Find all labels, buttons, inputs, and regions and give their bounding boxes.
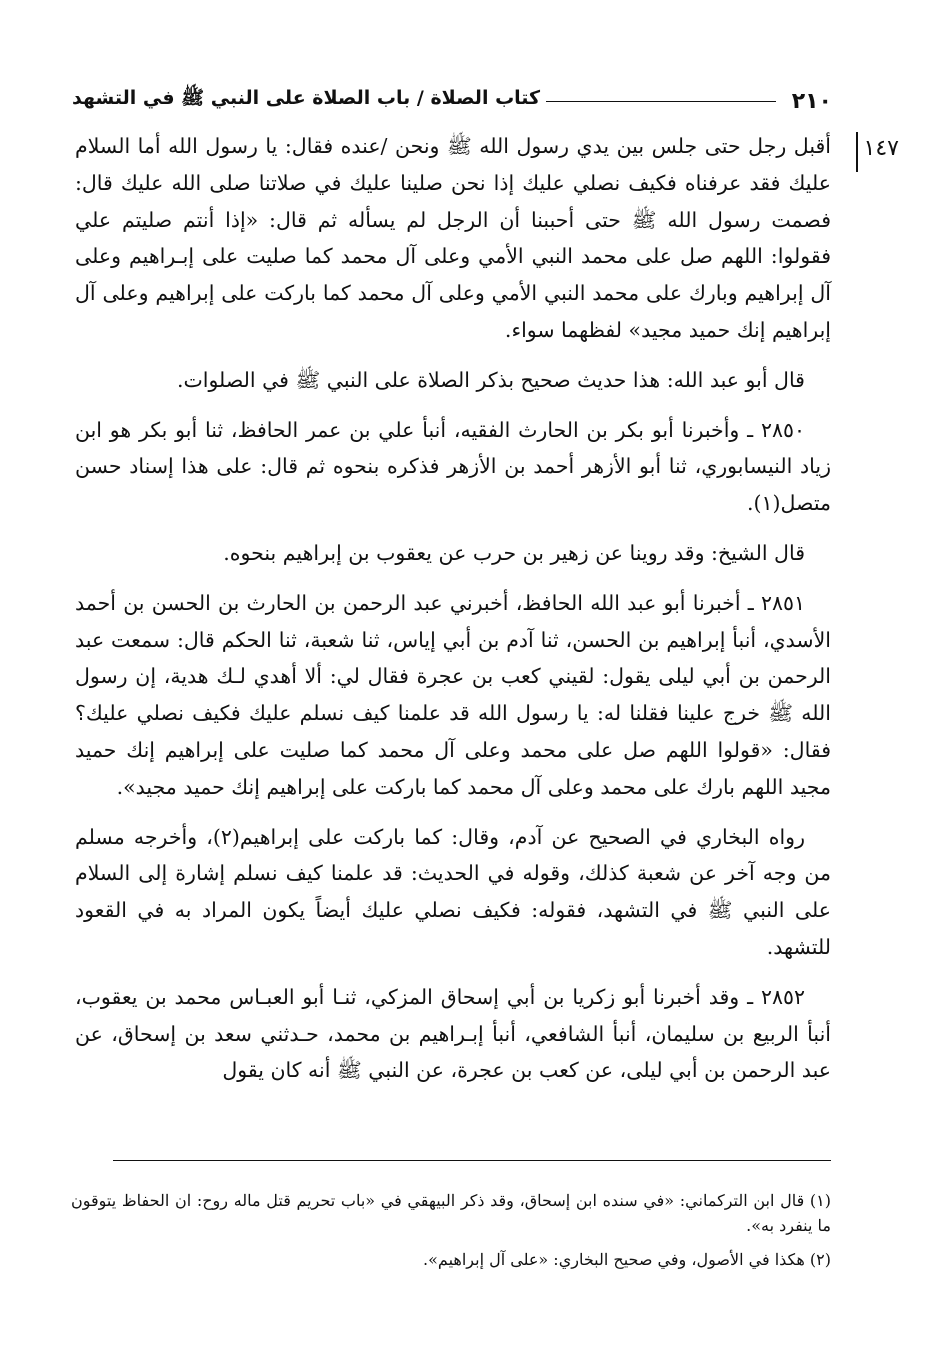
footnote-2: (٢) هكذا في الأصول، وفي صحيح البخاري: «على آل إبراهيم». [423, 1250, 831, 1269]
header-rule [546, 101, 776, 102]
footnotes [71, 1188, 831, 1281]
footnote-1: (١) قال ابن التركماني: «في سنده ابن إسحاق، وقد ذكر البيهقي في «باب تحريم قتل ماله روح: ان الحفاظ يتوقون ما ينفرد به». [71, 1191, 832, 1235]
page-header [72, 74, 832, 114]
paragraph-hadith-2851: ٢٨٥١ ـ أخبرنا أبو عبد الله الحافظ، أخبرني عبد الرحمن بن الحارث بن الحسن بن أحمد الأسدي، أنبأ إبراهيم بن الحسن، ثنا آدم بن أبي إياس، ثنا شعبة، ثنا الحكم قال: سمعت عبد الرحمن بن أبي ليلى يقول: لقيني كعب بن عجرة فقال لي: ألا أهدي لـك هدية، إن رسول الله ﷺ خرج علينا فقلنا له: يا رسول الله قد علمنا كيف نسلم عليك فكيف نصلي عليك؟ فقال: «قولوا اللهم صل على محمد وعلى آل محمد كما صليت على إبراهيم إنك حميد مجيد اللهم بارك على محمد وعلى آل محمد كما باركت على إبراهيم إنك حميد مجيد». [75, 590, 831, 799]
paragraph-sheikh-remark: قال الشيخ: وقد روينا عن زهير بن حرب عن يعقوب بن إبراهيم بنحوه. [223, 540, 805, 565]
paragraph-hadith-2852: ٢٨٥٢ ـ وقد أخبرنا أبو زكريا بن أبي إسحاق المزكي، ثنـا أبو العبـاس محمد بن يعقوب، أنبأ الربيع بن سليمان، أنبأ الشافعي، أنبأ إبـراهيم بن محمد، حـدثني سعد بن إسحاق، عن عبد الرحمن بن أبي ليلى، عن كعب بن عجرة، عن النبي ﷺ أنه كان يقول [75, 984, 831, 1083]
main-text [75, 128, 831, 1102]
paragraph-bukhari-remark: رواه البخاري في الصحيح عن آدم، وقال: كما باركت على إبراهيم(٢)، وأخرجه مسلم من وجه آخر عن شعبة كذلك، وقوله في الحديث: قد علمنا كيف نسلم إشارة إلى السلام على النبي ﷺ في التشهد، فقوله: فكيف نصلي عليك أيضاً يكون المراد به في القعود للتشهد. [75, 824, 831, 959]
paragraph-hadith-2850: ٢٨٥٠ ـ وأخبرنا أبو بكر بن الحارث الفقيه، أنبأ علي بن عمر الحافظ، ثنا أبو بكر هو ابن زياد النيسابوري، ثنا أبو الأزهر أحمد بن الأزهر فذكره بنحوه ثم قال: على هذا إسناد حسن متصل(١). [75, 417, 831, 516]
paragraph-abu-abdullah-remark: قال أبو عبد الله: هذا حديث صحيح بذكر الصلاة على النبي ﷺ في الصلوات. [176, 367, 805, 392]
running-title: كتاب الصلاة / باب الصلاة على النبي ﷺ في التشهد [72, 87, 541, 109]
page-number: ٢١٠ [791, 89, 832, 114]
paragraph-hadith-continuation: أقبل رجل حتى جلس بين يدي رسول الله ﷺ ونحن /عنده فقال: يا رسول الله أما السلام عليك فقد عرفناه فكيف نصلي عليك إذا نحن صلينا عليك في صلاتنا صلى الله عليك قال: فصمت رسول الله ﷺ حتى أحببنا أن الرجل لم يسأله ثم قال: «إذا أنتم صليتم علي فقولوا: اللهم صل على محمد النبي الأمي وعلى آل محمد كما صليت على إبـراهيم وعلى آل إبراهيم وبارك على محمد النبي الأمي وعلى آل محمد كما باركت على إبراهيم وعلى آل إبراهيم إنك حميد مجيد» لفظهما سواء. [75, 134, 831, 342]
footnote-separator [113, 1160, 831, 1161]
margin-page-reference: ١٤٧ [856, 132, 899, 172]
